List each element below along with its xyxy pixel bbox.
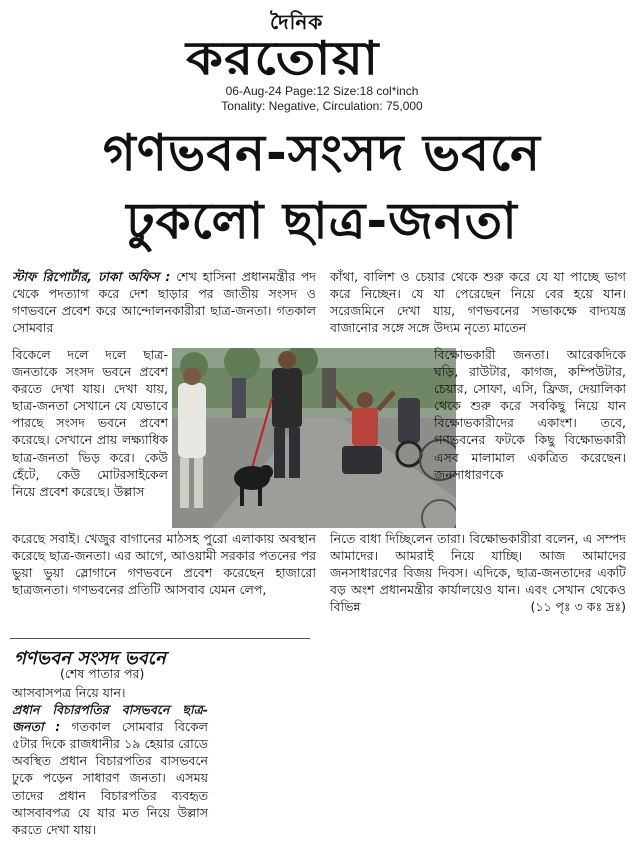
- masthead-title: করতোয়া: [186, 31, 380, 85]
- headline-line-2: ঢুকলো ছাত্র-জনতা: [126, 192, 518, 250]
- article-right-bottom-text: নিতে বাধা দিচ্ছিলেন তারা। বিক্ষোভকারীরা বলেন, এ সম্পদ আমাদের। আমরাই নিয়ে যাচ্ছি। আজ আমাদের জনসাধারণের বিজয় দিবস। এদিকে, ছাত্র-জনতাদের একটি বড় অংশ প্রধানমন্ত্রীর কার্যালয়েও যান। এবং সেখান থেকেও বিভিন্ন: [330, 531, 626, 615]
- article-right-mid: বিক্ষোভকারী জনতা। আরেকদিকে ঘড়ি, রাউটার, কাগজ, কম্পিউটার, চেয়ার, সোফা, এসি, ফ্রিজ, দেয়ালিকা থেকে শুরু করে সবকিছু নিয়ে যান বিক্ষোভকারীদের একাংশ। তবে, গণভবনের ফটকে কিছু বিক্ষোভকারী এসব মালামাল একত্রিত করেছেন। জনসাধারণকে: [434, 347, 626, 482]
- article-left-bottom: করেছে সবাই। খেজুর বাগানের মাঠসহ পুরো এলাকায় অবস্থান করেছে ছাত্র-জনতা। এর আগে, আওয়ামী সরকার পতনের পর ভুয়া ভুয়া স্লোগানে গণভবনে প্রবেশ করেছেন হাজারো ছাত্রজনতা। গণভবনের প্রতিটি আসবাব যেমন লেপ,: [12, 531, 316, 598]
- protest-photo-image: [172, 348, 456, 528]
- article-left-top: [12, 268, 316, 346]
- article-left-top-text: শেখ হাসিনা প্রধানমন্ত্রীর পদ থেকে পদত্যাগ করে দেশ ছাড়ার পর জাতীয় সংসদ ও গণভবনে প্রবেশ করে আন্দোলনকারীরা ছাত্র-জনতা। গতকাল সোমবার: [12, 269, 316, 336]
- continuation-line-1: আসবাসপত্র নিয়ে যান।: [12, 685, 126, 700]
- headline-line-1: গণভবন-সংসদ ভবনে: [103, 124, 541, 182]
- continuation-paragraph: [12, 701, 208, 838]
- continuation-subtitle: (শেষ পাতার পর): [60, 666, 145, 681]
- continuation-text: গতকাল সোমবার বিকেল ৫টার দিকে রাজধানীর ১৯ হেয়ার রোডে অবস্থিত প্রধান বিচারপতির বাসভবনে ঢুকে পড়েন সাধারণ জনতা। এসময় তাদের প্রধান বিচারপতির ব্যবহৃত আসবাবপত্র যে যার মত নিয়ে উল্লাস করতে দেখা যায়।: [12, 719, 208, 837]
- section-divider: [10, 638, 310, 639]
- article-right-bottom: [330, 530, 626, 615]
- news-photo: [172, 348, 456, 528]
- article-right-top: কাঁথা, বালিশ ও চেয়ার থেকে শুরু করে যে যা পাচ্ছে ভাগ করে নিচ্ছেন। যে যা পেরেছেন নিয়ে বের হয়ে যান। সরেজমিনে দেখা যায়, গণভবনের সভাকক্ষে বাদ্যযন্ত্র বাজানোর সঙ্গে সঙ্গে উদ্যম নৃত্যে মাতেন: [330, 269, 626, 336]
- continuation-subhead: প্রধান বিচারপতির বাসভবনে ছাত্র-জনতা :: [12, 702, 208, 735]
- byline: স্টাফ রিপোর্টার, ঢাকা অফিস :: [12, 269, 171, 284]
- continued-reference: (১১ পৃঃ ৩ কঃ দ্রঃ): [530, 599, 626, 615]
- continuation-title: গণভবন সংসদ ভবনে: [14, 648, 166, 669]
- continuation-body: [12, 684, 208, 838]
- clipping-meta-tonality: Tonality: Negative, Circulation: 75,000: [221, 99, 423, 113]
- clipping-meta-date: 06-Aug-24 Page:12 Size:18 col*inch: [225, 84, 419, 98]
- article-left-mid: বিকেলে দলে দলে ছাত্র-জনতাকে সংসদ ভবনে প্রবেশ করতে দেখা যায়। দেখা যায়, ছাত্র-জনতা সেখানে যে যেভাবে পারছে সংসদ ভবনে প্রবেশ করেছে। সেখানে প্রায় লক্ষ্যাধিক ছাত্র-জনতা ভিড় করে। কেউ হেঁটে, কেউ মোটরসাইকেল নিয়ে প্রবেশ করেছে। উল্লাস: [12, 347, 168, 499]
- masthead-small: দৈনিক: [270, 10, 324, 34]
